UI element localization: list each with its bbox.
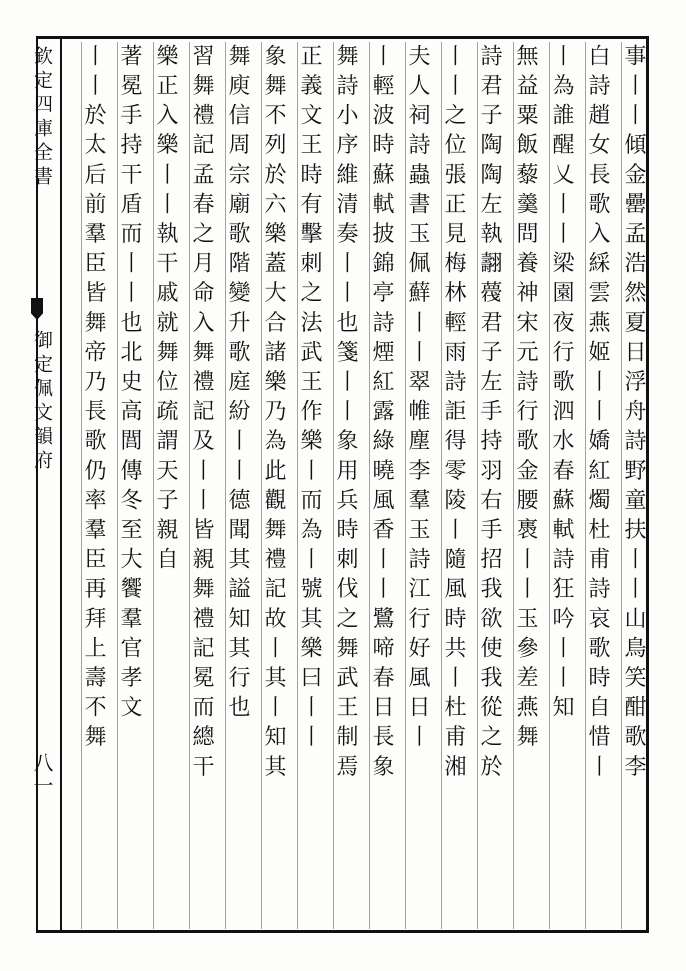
- text-column: 夫人祠詩蟲書玉佩蘚丨丨翠帷塵李羣玉詩江行好風日丨: [405, 44, 430, 755]
- text-column: 丨丨於太后前羣臣皆舞帝乃長歌仍率羣臣再拜上壽不舞: [81, 44, 106, 755]
- text-column: 丨丨之位張正見梅林輕雨詩詎得零陵丨隨風時共丨杜甫湘: [441, 44, 466, 784]
- text-column: 正義文王時有擊刺之法武王作樂丨而為丨號其樂曰丨丨: [297, 44, 322, 755]
- text-column: 象舞不列於六樂蓋大合諸樂乃為此觀舞禮記故丨其丨知其: [261, 44, 286, 784]
- top-border-rule: [36, 36, 648, 39]
- text-column: 舞詩小序維清奏丨丨也箋丨丨象用兵時刺伐之舞武王制焉: [333, 44, 358, 784]
- fish-tail-mark: [31, 298, 43, 320]
- text-column: 舞庾信周宗廟歌階變升歌庭紛丨丨德聞其謚知其行也: [225, 44, 250, 725]
- bottom-border-rule: [36, 930, 648, 933]
- gutter-rule: [60, 36, 62, 933]
- text-column: 丨輕波時蘇軾披錦亭詩煙紅露綠曉風香丨丨鷺啼春日長象: [369, 44, 394, 784]
- book-title: 御定佩文韻府: [31, 330, 53, 474]
- text-column: 無益粟飯藜羹問養神宋元詩行歌金腰褭丨丨玉參差燕舞: [513, 44, 538, 755]
- text-column: 樂正入樂丨丨執干戚就舞位疏謂天子親自: [153, 44, 178, 577]
- text-column: 事丨丨傾金罍孟浩然夏日浮舟詩野童扶丨丨山鳥笑酣歌李: [621, 44, 646, 784]
- text-column: 著冕手持干盾而丨丨也北史高閭傳冬至大饗羣官孝文: [117, 44, 142, 725]
- text-column: 白詩趙女長歌入綵雲燕姬丨丨嬌紅燭杜甫詩哀歌時自惜丨: [585, 44, 610, 784]
- collection-title: 欽定四庫全書: [31, 46, 53, 190]
- text-column: 丨為誰醒乂丨丨梁園夜行歌泗水春蘇軾詩狂吟丨丨知: [549, 44, 574, 725]
- folio-number: 八一: [30, 752, 54, 798]
- text-column: 詩君子陶陶左執翿薎君子左手持羽右手招我欲使我從之於: [477, 44, 502, 784]
- text-column: 習舞禮記孟春之月命入舞禮記及丨丨皆親舞禮記冕而總干: [189, 44, 214, 784]
